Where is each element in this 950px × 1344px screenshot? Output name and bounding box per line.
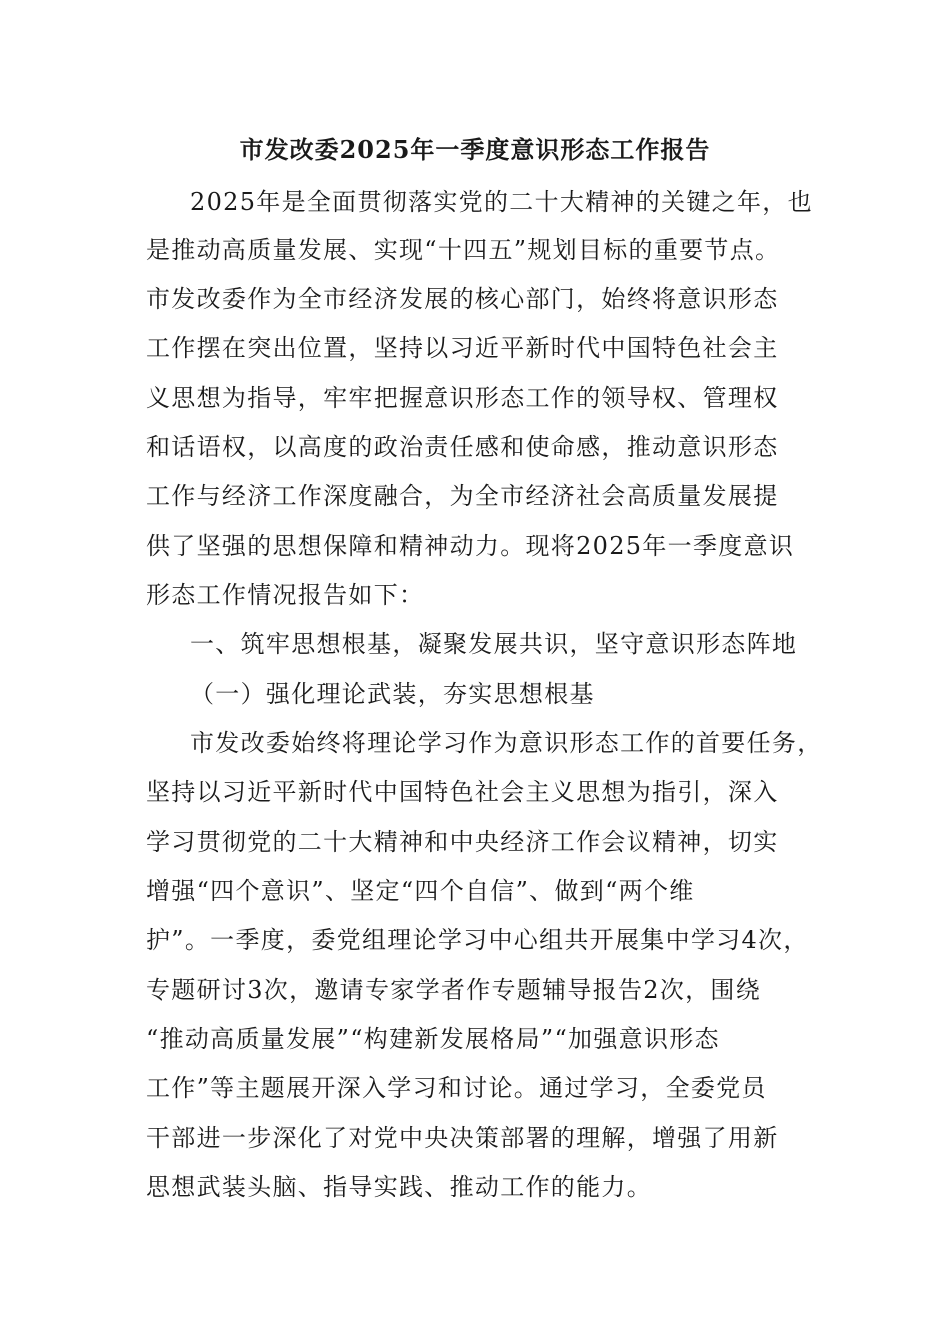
paragraph-line: 2025年是全面贯彻落实党的二十大精神的关键之年，也	[190, 188, 813, 216]
paragraph-line: 工作”等主题展开深入学习和讨论。通过学习，全委党员	[146, 1074, 767, 1102]
paragraph-line: 护”。一季度，委党组理论学习中心组共开展集中学习4次，	[146, 926, 809, 954]
paragraph-line: 干部进一步深化了对党中央决策部署的理解，增强了用新	[146, 1124, 779, 1152]
paragraph-line: 学习贯彻党的二十大精神和中央经济工作会议精神，切实	[146, 828, 779, 856]
subsection-heading: （一）强化理论武装，夯实思想根基	[190, 680, 595, 708]
paragraph-line: 市发改委作为全市经济发展的核心部门，始终将意识形态	[146, 285, 779, 313]
paragraph-line: 和话语权，以高度的政治责任感和使命感，推动意识形态	[146, 433, 779, 461]
paragraph-line: 工作摆在突出位置，坚持以习近平新时代中国特色社会主	[146, 334, 779, 362]
section-heading: 一、筑牢思想根基，凝聚发展共识，坚守意识形态阵地	[190, 630, 798, 658]
document-title: 市发改委2025年一季度意识形态工作报告	[239, 135, 711, 164]
paragraph-line: 是推动高质量发展、实现“十四五”规划目标的重要节点。	[146, 236, 781, 264]
paragraph-line: “推动高质量发展”“构建新发展格局”“加强意识形态	[146, 1025, 720, 1053]
paragraph-line: 形态工作情况报告如下：	[146, 581, 425, 609]
paragraph-line: 工作与经济工作深度融合，为全市经济社会高质量发展提	[146, 482, 779, 510]
paragraph-line: 市发改委始终将理论学习作为意识形态工作的首要任务，	[190, 729, 823, 757]
paragraph-line: 增强“四个意识”、坚定“四个自信”、做到“两个维	[146, 877, 695, 905]
paragraph-line: 专题研讨3次，邀请专家学者作专题辅导报告2次，围绕	[146, 976, 762, 1004]
paragraph-line: 义思想为指导，牢牢把握意识形态工作的领导权、管理权	[146, 384, 779, 412]
paragraph-line: 供了坚强的思想保障和精神动力。现将2025年一季度意识	[146, 532, 795, 560]
paragraph-line: 思想武装头脑、指导实践、推动工作的能力。	[146, 1173, 652, 1201]
paragraph-line: 坚持以习近平新时代中国特色社会主义思想为指引，深入	[146, 778, 779, 806]
